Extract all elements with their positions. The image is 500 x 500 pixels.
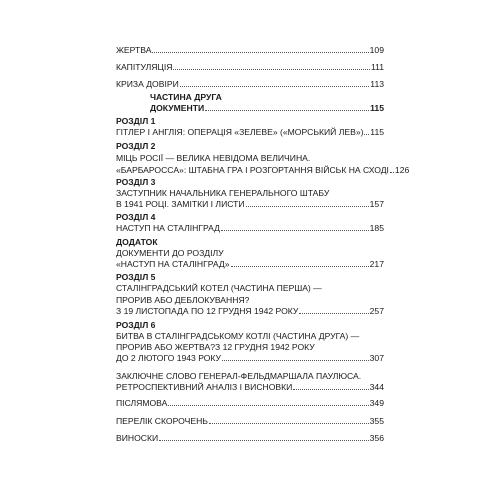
toc-entry-closing [116, 378, 384, 392]
toc-entry-title: ГІТЛЕР І АНГЛІЯ: ОПЕРАЦІЯ «ЗЕЛЕВЕ» («МОРСЬКИЙ ЛЕВ») [116, 127, 364, 137]
toc-entry-line: ДОКУМЕНТИ ДО РОЗДІЛУ [116, 248, 224, 258]
toc-entry-afterword [116, 394, 384, 408]
toc-entry-page: 115 [370, 103, 384, 113]
toc-entry-title: ПІСЛЯМОВА [116, 398, 168, 408]
dot-leader [390, 172, 394, 173]
toc-entry-appendix [116, 255, 384, 269]
dot-leader [293, 389, 368, 390]
toc-entry-section-5 [116, 302, 384, 316]
toc-entry-page: 113 [370, 79, 384, 89]
dot-leader [231, 266, 369, 267]
toc-entry-title: КРИЗА ДОВІРИ [116, 79, 179, 89]
toc-entry-page: 126 [394, 165, 410, 175]
section-heading-3: РОЗДІЛ 3 [116, 177, 156, 187]
toc-entry-page: 111 [370, 62, 384, 72]
toc-entry-kapitulyatsiya [116, 58, 384, 72]
toc-entry-documents [150, 99, 384, 113]
dot-leader [159, 440, 368, 441]
toc-entry-line: МІЦЬ РОСІЇ — ВЕЛИКА НЕВІДОМА ВЕЛИЧИНА. [116, 153, 311, 163]
toc-entry-title: ДОКУМЕНТИ [150, 103, 205, 113]
toc-entry-title: ДО 2 ЛЮТОГО 1943 РОКУ [116, 353, 221, 363]
toc-entry-line: ЗАСТУПНИК НАЧАЛЬНИКА ГЕНЕРАЛЬНОГО ШТАБУ [116, 188, 330, 198]
section-heading-1: РОЗДІЛ 1 [116, 116, 156, 126]
toc-entry-title: ПЕРЕЛІК СКОРОЧЕНЬ [116, 416, 208, 426]
toc-entry-title: В 1941 РОЦІ. ЗАМІТКИ І ЛИСТИ [116, 199, 245, 209]
toc-entry-section-3 [116, 195, 384, 209]
toc-entry-page: 109 [369, 45, 384, 55]
toc-entry-title: ЖЕРТВА [116, 45, 152, 55]
toc-entry-section-4 [116, 219, 384, 233]
dot-leader [209, 423, 369, 424]
dot-leader [180, 86, 370, 87]
part-two-heading: ЧАСТИНА ДРУГА [150, 92, 222, 102]
toc-entry-page: 185 [369, 223, 384, 233]
toc-entry-title: ВИНОСКИ [116, 433, 159, 443]
dot-leader [364, 134, 369, 135]
toc-entry-title: «НАСТУП НА СТАЛІНГРАД» [116, 259, 230, 269]
toc-entry-line: ЗАКЛЮЧНЕ СЛОВО ГЕНЕРАЛ-ФЕЛЬДМАРШАЛА ПАУЛЮСА. [116, 371, 362, 381]
toc-entry-title: З 19 ЛИСТОПАДА ПО 12 ГРУДНЯ 1942 РОКУ [116, 306, 299, 316]
section-heading-6: РОЗДІЛ 6 [116, 320, 156, 330]
toc-entry-kryza-doviry [116, 75, 384, 89]
toc-entry-page: 356 [369, 433, 384, 443]
toc-entry-page: 307 [369, 353, 384, 363]
toc-entry-section-6 [116, 349, 384, 363]
section-heading-2: РОЗДІЛ 2 [116, 141, 156, 151]
dot-leader [205, 110, 369, 111]
toc-entry-title: РЕТРОСПЕКТИВНИЙ АНАЛІЗ І ВИСНОВКИ [116, 382, 293, 392]
section-heading-5: РОЗДІЛ 5 [116, 272, 156, 282]
toc-entry-page: 257 [369, 306, 384, 316]
appendix-heading: ДОДАТОК [116, 237, 158, 247]
dot-leader [246, 206, 369, 207]
dot-leader [222, 360, 369, 361]
toc-entry-line: СТАЛІНГРАДСЬКИЙ КОТЕЛ (ЧАСТИНА ПЕРША) — [116, 283, 322, 293]
dot-leader [168, 405, 368, 406]
dot-leader [221, 230, 369, 231]
dot-leader [152, 52, 368, 53]
toc-entry-page: 115 [370, 127, 384, 137]
toc-entry-notes [116, 429, 384, 443]
toc-entry-abbreviations [116, 412, 384, 426]
toc-entry-section-2 [116, 161, 410, 175]
toc-entry-page: 217 [369, 259, 384, 269]
toc-entry-page: 157 [369, 199, 384, 209]
toc-entry-title: КАПІТУЛЯЦІЯ [116, 62, 173, 72]
dot-leader [173, 69, 370, 70]
toc-entry-page: 355 [369, 416, 384, 426]
toc-entry-line: ПРОРИВ АБО ЖЕРТВА?З 12 ГРУДНЯ 1942 РОКУ [116, 342, 315, 352]
toc-entry-line: БИТВА В СТАЛІНГРАДСЬКОМУ КОТЛІ (ЧАСТИНА ДРУГА) — [116, 331, 360, 341]
section-heading-4: РОЗДІЛ 4 [116, 212, 156, 222]
toc-entry-zhertva [116, 41, 384, 55]
toc-entry-title: НАСТУП НА СТАЛІНГРАД [116, 223, 220, 233]
toc-entry-section-1 [116, 123, 384, 137]
toc-entry-page: 344 [369, 382, 384, 392]
toc-entry-line: ПРОРИВ АБО ДЕБЛОКУВАННЯ? [116, 295, 250, 305]
dot-leader [299, 313, 368, 314]
toc-entry-page: 349 [369, 398, 384, 408]
toc-entry-title: «БАРБАРОССА»: ШТАБНА ГРА І РОЗГОРТАННЯ ВІЙСЬК НА СХОДІ [116, 165, 389, 175]
